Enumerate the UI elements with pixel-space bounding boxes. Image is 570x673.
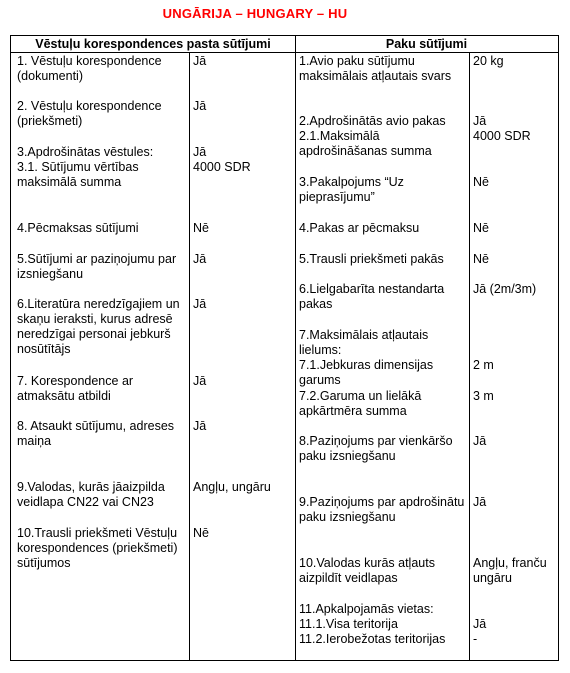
parcel-row-value: Angļu, franču ungāru bbox=[473, 556, 547, 585]
parcel-row-label: 11.1.Visa teritorija bbox=[299, 617, 398, 631]
letter-row-label: 4.Pēcmaksas sūtījumi bbox=[17, 221, 139, 235]
letter-row-value: Angļu, ungāru bbox=[193, 480, 271, 494]
document-title: UNGĀRIJA – HUNGARY – HU bbox=[162, 6, 348, 21]
parcel-row-value: 2 m bbox=[473, 358, 494, 372]
letter-row-value: Jā bbox=[193, 54, 207, 68]
letter-row-label: 2. Vēstuļu korespondence (priekšmeti) bbox=[17, 99, 162, 128]
parcel-row-label: 7.2.Garuma un lielākā apkārtmēra summa bbox=[299, 389, 422, 418]
letter-row-label: 10.Trausli priekšmeti Vēstuļu korespondences (priekšmeti) sūtījumos bbox=[17, 526, 178, 570]
letter-row-value: Nē bbox=[193, 526, 209, 540]
letter-row-label: 1. Vēstuļu korespondence (dokumenti) bbox=[17, 54, 162, 83]
parcel-row-label: 9.Paziņojums par apdrošinātu paku izsniegšanu bbox=[299, 495, 465, 524]
letter-row-label: 9.Valodas, kurās jāaizpilda veidlapa CN22 vai CN23 bbox=[17, 480, 165, 509]
parcel-row-value: Jā bbox=[473, 617, 487, 631]
parcel-row-value: 20 kg bbox=[473, 54, 504, 68]
parcel-row-value: 4000 SDR bbox=[473, 129, 531, 143]
parcel-row-label: 5.Trausli priekšmeti pakās bbox=[299, 252, 444, 266]
column-divider bbox=[295, 36, 296, 660]
column-divider bbox=[469, 52, 470, 660]
letter-row-label: 6.Literatūra neredzīgajiem un skaņu ieraksti, kurus adresē neredzīgai personai jebkurš nosūtītājs bbox=[17, 297, 180, 356]
parcel-row-label: 2.Apdrošinātās avio pakas bbox=[299, 114, 446, 128]
parcel-row-label: 6.Lielgabarīta nestandarta pakas bbox=[299, 282, 445, 311]
header-letter-items: Vēstuļu korespondences pasta sūtījumi bbox=[11, 36, 295, 53]
parcel-row-value: Nē bbox=[473, 252, 489, 266]
parcel-row-label: 4.Pakas ar pēcmaksu bbox=[299, 221, 420, 235]
letter-row-value: Jā bbox=[193, 99, 207, 113]
parcel-row-label: 10.Valodas kurās atļauts aizpildīt veidlapas bbox=[299, 556, 435, 585]
parcel-row-value: - bbox=[473, 632, 478, 646]
letter-row-value: Jā bbox=[193, 374, 207, 388]
column-divider bbox=[189, 52, 190, 660]
parcel-row-value: Nē bbox=[473, 221, 489, 235]
parcel-row-label: 2.1.Maksimālā apdrošināšanas summa bbox=[299, 129, 432, 158]
parcel-row-label: 11.Apkalpojamās vietas: bbox=[299, 602, 434, 616]
letter-row-value: Jā bbox=[193, 252, 207, 266]
parcel-row-value: Jā bbox=[473, 434, 487, 448]
services-table bbox=[10, 35, 559, 661]
parcel-row-value: Jā (2m/3m) bbox=[473, 282, 537, 296]
letter-row-value: Jā bbox=[193, 297, 207, 311]
parcel-row-label: 8.Paziņojums par vienkāršo paku izsniegšanu bbox=[299, 434, 453, 463]
letter-row-label: 8. Atsaukt sūtījumu, adreses maiņa bbox=[17, 419, 175, 448]
header-parcels: Paku sūtījumi bbox=[295, 36, 558, 53]
parcel-row-value: Jā bbox=[473, 495, 487, 509]
letter-row-label: 7. Korespondence ar atmaksātu atbildi bbox=[17, 374, 134, 403]
letter-row-value: Nē bbox=[193, 221, 209, 235]
letter-row-label: 3.1. Sūtījumu vērtības maksimālā summa bbox=[17, 160, 139, 189]
parcel-row-value: Nē bbox=[473, 175, 489, 189]
parcel-row-value: Jā bbox=[473, 114, 487, 128]
parcel-row-label: 11.2.Ierobežotas teritorijas bbox=[299, 632, 446, 646]
parcel-row-label: 7.Maksimālais atļautais lielums: bbox=[299, 328, 429, 357]
parcel-row-value: 3 m bbox=[473, 389, 494, 403]
letter-row-label: 5.Sūtījumi ar paziņojumu par izsniegšanu bbox=[17, 252, 177, 281]
letter-row-value: Jā bbox=[193, 145, 207, 159]
parcel-row-label: 7.1.Jebkuras dimensijas garums bbox=[299, 358, 434, 387]
parcel-row-label: 3.Pakalpojums “Uz pieprasījumu” bbox=[299, 175, 404, 204]
letter-row-value: 4000 SDR bbox=[193, 160, 251, 174]
letter-row-value: Jā bbox=[193, 419, 207, 433]
parcel-row-label: 1.Avio paku sūtījumu maksimālais atļautais svars bbox=[299, 54, 452, 83]
letter-row-label: 3.Apdrošinātas vēstules: bbox=[17, 145, 154, 159]
